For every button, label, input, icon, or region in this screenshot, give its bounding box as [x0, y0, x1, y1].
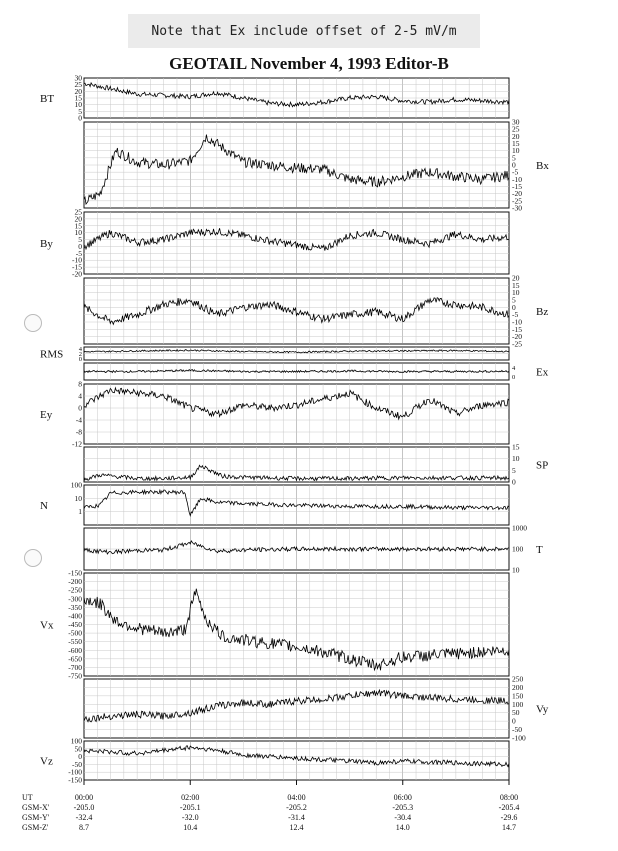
- tick-label-vy: 150: [512, 691, 524, 701]
- tick-label-sp: 10: [512, 454, 520, 464]
- footer-value: -205.2: [286, 803, 307, 812]
- tick-label-ey: 8: [78, 379, 82, 389]
- footer-value: -205.4: [498, 803, 520, 812]
- tick-label-bz: -15: [512, 324, 522, 334]
- tick-label-bz: 15: [512, 280, 520, 290]
- tick-label-bz: 5: [512, 295, 516, 305]
- tick-label-ey: -12: [72, 439, 82, 449]
- footer-value: 06:00: [393, 793, 412, 802]
- tick-label-bx: -10: [512, 174, 522, 184]
- tick-label-rms: 0: [78, 356, 82, 363]
- tick-label-bz: -25: [512, 339, 522, 349]
- footer-value: 8.7: [79, 823, 89, 832]
- panel-label-by: By: [40, 238, 53, 250]
- tick-label-bx: 25: [512, 124, 520, 134]
- panel-label-vy: Vy: [536, 703, 549, 716]
- chart-title: GEOTAIL November 4, 1993 Editor-B: [169, 54, 449, 73]
- tick-label-n: 1: [78, 507, 82, 517]
- tick-label-bt: 20: [74, 86, 82, 96]
- tick-label-sp: 0: [512, 477, 516, 487]
- tick-label-rms: 2: [78, 351, 82, 358]
- tick-label-t: 100: [512, 544, 524, 554]
- tick-label-by: -15: [72, 262, 82, 272]
- tick-label-bx: -25: [512, 196, 522, 206]
- tick-label-by: 5: [78, 235, 82, 245]
- tick-label-vx: -300: [68, 594, 82, 604]
- tick-label-bx: 30: [512, 117, 520, 127]
- tick-label-bx: 5: [512, 153, 516, 163]
- tick-label-by: 20: [74, 214, 82, 224]
- panel-label-sp: SP: [536, 459, 549, 472]
- tick-label-vz: -100: [68, 767, 82, 777]
- tick-label-bx: 10: [512, 146, 520, 156]
- tick-label-vx: -750: [68, 671, 82, 681]
- footer-label: GSM-X': [22, 803, 50, 812]
- tick-label-vz: -50: [72, 759, 82, 769]
- footer-value: -32.4: [75, 813, 93, 822]
- tick-label-ex: 4: [512, 365, 516, 372]
- tick-label-by: -5: [75, 248, 82, 258]
- tick-label-bx: -15: [512, 182, 522, 191]
- footer-value: 00:00: [74, 793, 94, 802]
- tick-label-bt: 10: [74, 100, 82, 110]
- tick-label-ex: 0: [512, 374, 516, 381]
- tick-label-bx: 0: [512, 160, 516, 170]
- tick-label-vx: -450: [68, 620, 82, 629]
- tick-label-bt: 5: [78, 106, 82, 116]
- footer-label: UT: [22, 793, 33, 802]
- tick-label-ey: 0: [78, 403, 82, 413]
- tick-label-vy: -50: [512, 725, 522, 735]
- tick-label-vz: -150: [68, 775, 82, 785]
- tick-label-vx: -400: [68, 611, 82, 621]
- tick-label-bt: 30: [74, 73, 82, 83]
- tick-label-n: 100: [70, 480, 82, 490]
- footer-value: 02:00: [181, 793, 200, 802]
- tick-label-by: -20: [72, 269, 82, 279]
- tick-label-sp: 5: [512, 465, 516, 475]
- tick-label-vx: -600: [68, 645, 82, 655]
- tick-label-bz: -20: [512, 332, 522, 342]
- tick-label-vz: 100: [70, 736, 82, 746]
- panel-label-ex: Ex: [536, 366, 549, 379]
- panel-label-bx: Bx: [536, 160, 549, 172]
- tick-label-rms: 4: [78, 346, 82, 353]
- tick-label-bz: -10: [512, 317, 522, 327]
- footer-value: 10.4: [183, 823, 198, 832]
- tick-label-vx: -200: [68, 577, 82, 587]
- panel-label-vz: Vz: [40, 755, 53, 768]
- tick-label-bz: 0: [512, 302, 516, 312]
- tick-label-by: 15: [74, 221, 82, 231]
- tick-label-bt: 0: [78, 113, 82, 123]
- footer-label: GSM-Z': [22, 823, 49, 832]
- tick-label-t: 10: [512, 565, 520, 575]
- tick-label-vy: -100: [512, 733, 526, 743]
- tick-label-by: 0: [78, 241, 82, 251]
- tick-label-ey: -8: [75, 427, 82, 437]
- tick-label-by: 10: [74, 228, 82, 238]
- tick-label-vx: -350: [68, 602, 82, 612]
- footer-value: 14.0: [395, 823, 410, 832]
- footer-value: -31.4: [288, 813, 305, 822]
- tick-label-bx: 15: [512, 139, 520, 148]
- footer-value: -29.6: [500, 813, 518, 822]
- panel-label-rms: RMS: [40, 348, 64, 361]
- tick-label-vy: 100: [512, 699, 524, 709]
- tick-label-vz: 0: [78, 752, 82, 762]
- tick-label-bt: 25: [74, 80, 82, 90]
- panel-label-n: N: [40, 500, 48, 512]
- panel-label-ey: Ey: [40, 409, 53, 421]
- footer-value: 08:00: [499, 793, 519, 802]
- tick-label-bx: -5: [512, 167, 519, 177]
- tick-label-by: -10: [72, 255, 82, 265]
- tick-label-ey: 4: [78, 391, 82, 401]
- offset-note: Note that Ex include offset of 2-5 mV/m: [128, 14, 480, 48]
- tick-label-ey: -4: [75, 415, 82, 425]
- footer-value: -30.4: [394, 813, 412, 822]
- tick-label-bz: 10: [512, 288, 520, 298]
- panel-label-bt: BT: [40, 93, 55, 105]
- tick-label-vy: 0: [512, 716, 516, 726]
- tick-label-bx: -30: [512, 203, 522, 213]
- tick-label-by: 25: [74, 207, 82, 217]
- tick-label-vx: -650: [68, 654, 82, 664]
- tick-label-bx: 20: [512, 131, 520, 141]
- footer-value: 12.4: [289, 823, 304, 832]
- tick-label-bz: 20: [512, 273, 520, 283]
- tick-label-t: 1000: [512, 523, 527, 533]
- footer-value: 04:00: [287, 793, 306, 802]
- tick-label-bx: -20: [512, 189, 522, 199]
- tick-label-n: 10: [74, 493, 82, 503]
- footer-value: -205.3: [392, 803, 414, 812]
- footer-value: 14.7: [502, 823, 516, 832]
- tick-label-vx: -250: [68, 585, 82, 595]
- footer-value: -205.1: [179, 803, 201, 812]
- tick-label-sp: 15: [512, 442, 520, 452]
- tick-label-bt: 15: [74, 93, 82, 103]
- panel-label-bz: Bz: [536, 306, 549, 318]
- tick-label-vz: 50: [74, 744, 82, 754]
- tick-label-vx: -550: [68, 637, 82, 647]
- footer-label: GSM-Y': [22, 813, 50, 822]
- tick-label-vx: -700: [68, 662, 82, 672]
- panel-label-vx: Vx: [40, 619, 54, 632]
- tick-label-vx: -500: [68, 628, 82, 638]
- tick-label-vy: 250: [512, 674, 524, 684]
- tick-label-bz: -5: [512, 310, 519, 320]
- tick-label-vy: 50: [512, 708, 520, 718]
- footer-value: -205.0: [73, 803, 95, 812]
- footer-value: -32.0: [181, 813, 199, 822]
- tick-label-vy: 200: [512, 682, 524, 692]
- panel-label-t: T: [536, 544, 543, 556]
- tick-label-vx: -150: [68, 568, 82, 578]
